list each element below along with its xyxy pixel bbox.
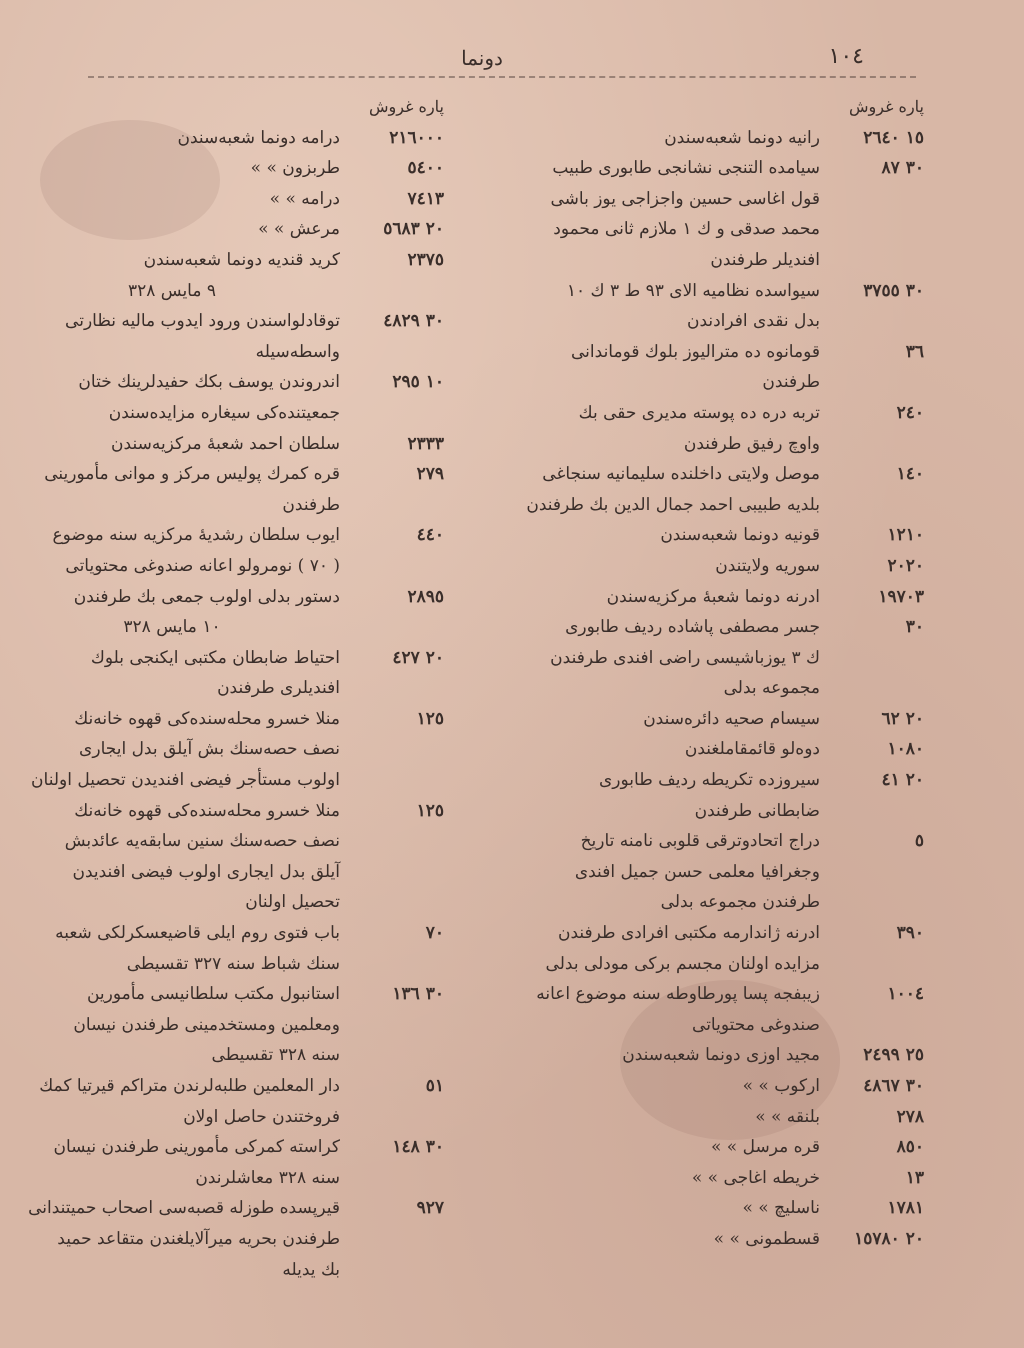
entry-date: ١٠ مايس ٣٢٨ (123, 617, 221, 638)
entry-amount: ١٣ (905, 1167, 924, 1188)
entry-amount: ٥ (914, 831, 924, 852)
ledger-entry (4, 184, 444, 215)
ledger-entry (524, 1071, 924, 1102)
entry-description: باب فتوى روم ايلى قاضيعسكرلكى شعبه‌ سنك شباط سنه ٣٢٧ تقسيطى (55, 923, 340, 974)
ledger-entry (524, 123, 924, 154)
ledger-entry (524, 704, 924, 735)
entry-description: سيروزده تكريطه رديف طابورى ضابطانى طرفندن (599, 770, 820, 821)
entry-amount: ١٠٨٠ (887, 739, 924, 760)
entry-description: ادرنه ژاندارمه مكتبى افرادى طرفندن مزايده اولنان مجسم بركى مودلى بدلى (545, 923, 820, 974)
ledger-entry (524, 1040, 924, 1071)
entry-amount: ٣٠ ٣٧٥٥ (863, 280, 924, 301)
entry-amount: ٣٠ (905, 617, 924, 638)
column-header: پاره غروش (369, 97, 444, 116)
ledger-entry (4, 459, 444, 520)
entry-amount: ١٢٥ (416, 800, 444, 821)
entry-amount: ٢٠ ٥٦٨٣ (383, 219, 444, 240)
entry-amount: ٢٠ ٤١ (881, 770, 924, 791)
ledger-entry (4, 704, 444, 796)
entry-amount: ٣٠ ١٣٦ (392, 984, 444, 1005)
ledger-entry (524, 276, 924, 337)
ledger-entry (524, 918, 924, 979)
entry-description: كريد قنديه دونما شعبه‌سندن (143, 249, 340, 270)
entry-description: ادرنه دونما شعبۀ مركزيه‌سندن (606, 586, 820, 607)
ledger-entry (524, 979, 924, 1040)
entry-description: طربزون » » (250, 158, 340, 179)
entry-description: سلطان احمد شعبۀ مركزيه‌سندن (111, 433, 340, 454)
entry-description: سيواسده نظاميه الاى ٩٣ ط ٣ ك ١٠ بدل نقدى افرادندن (566, 280, 820, 332)
entry-description: قسطمونى » » (713, 1228, 820, 1249)
entry-amount: ٣٩٠ (896, 923, 924, 944)
entry-amount: ٢٥ ٢٤٩٩ (863, 1045, 924, 1066)
entry-description: قومانوه ده متراليوز بلوك قوماندانى طرفندن (571, 341, 820, 393)
ledger-entry (4, 796, 444, 918)
ledger-entry (524, 826, 924, 918)
header-rule (88, 76, 916, 78)
entry-description: درامه » » (269, 188, 340, 209)
ledger-entry (524, 765, 924, 826)
entry-description: كراسته كمركى مأمورينى طرفندن نيسان سنه ٣٢٨ معاشلرندن (53, 1137, 340, 1188)
ledger-entry (4, 582, 444, 613)
ledger-entry (4, 245, 444, 276)
entry-description: منلا خسرو محله‌سنده‌كى قهوه خانه‌نك نصف حصه‌سنك سنين سابقه‌يه عائدبش آيلق بدل ايجارى اولوب فيضى افنديدن تحصيل اولنان (64, 800, 340, 913)
entry-amount: ٢١٦٠٠٠ (389, 127, 444, 148)
entry-amount: ١٢٥ (416, 708, 444, 729)
ledger-entry (4, 153, 444, 184)
ledger-entry (4, 1071, 444, 1132)
ledger-entry (524, 337, 924, 398)
entry-description: سيامده التنجى نشانجى طابورى طبيب قول اغاسى حسين واجزاجى يوز باشى محمد صدقى و ك ١ ملازم ثانى محمود افنديلر طرفندن (550, 158, 820, 270)
entry-amount: ٣٠ ٨٧ (881, 158, 924, 179)
entry-amount: ١٧٨١ (887, 1198, 924, 1219)
entry-amount: ٣٠ ١٤٨ (392, 1137, 444, 1158)
ledger-entry (4, 612, 444, 643)
page-number: ١٠٤ (828, 44, 864, 69)
ledger-entry (4, 429, 444, 460)
entry-description: اركوب » » (742, 1076, 820, 1096)
ledger-entry (4, 520, 444, 581)
entry-amount: ٩٢٧ (416, 1198, 444, 1219)
entry-amount: ١٩٧٠٣ (878, 586, 924, 607)
entry-description: ناسليچ » » (742, 1198, 820, 1219)
ledger-entry (524, 520, 924, 551)
ledger-entry (524, 1163, 924, 1194)
entry-amount: ٨٥٠ (896, 1137, 924, 1158)
entry-description: درامه دونما شعبه‌سندن (177, 127, 340, 148)
ledger-entry (524, 398, 924, 459)
entry-description: سيسام صحيه دائره‌سندن (643, 708, 820, 729)
entry-amount: ٣٠ ٤٨٦٧ (863, 1076, 924, 1096)
entry-amount: ٥٤٠٠ (407, 158, 444, 179)
ledger-entry (524, 153, 924, 275)
entry-amount: ١٠ ٢٩٥ (392, 372, 444, 393)
ledger-entry (524, 1102, 924, 1133)
entry-amount: ٥١ (425, 1076, 444, 1096)
entry-amount: ٢٠ ٦٢ (881, 708, 924, 729)
entry-amount: ١٥ ٢٦٤٠ (863, 127, 924, 148)
entry-amount: ٢٣٣٣ (407, 433, 444, 454)
entry-description: منلا خسرو محله‌سنده‌كى قهوه خانه‌نك نصف حصه‌سنك بش آيلق بدل ايجارى اولوب مستأجر فيضى افنديدن تحصيل اولنان (31, 708, 340, 791)
entry-amount: ٢٣٧٥ (407, 249, 444, 270)
ledger-entry (4, 276, 444, 307)
entry-description: قونيه دونما شعبه‌سندن (660, 525, 820, 546)
page-title: دونما (461, 46, 503, 70)
entry-amount: ١٢١٠ (887, 525, 924, 546)
entry-description: جسر مصطفى پاشاده رديف طابورى ك ٣ يوزباشيسى راضى افندى طرفندن مجموعه بدلى (550, 617, 820, 699)
entry-description: سوريه ولايتندن (715, 555, 820, 576)
ledger-entry (524, 612, 924, 704)
entry-description: موصل ولايتى داخلنده سليمانيه سنجاغى بلديه طبيبى احمد جمال الدين بك طرفندن (526, 464, 820, 515)
entry-description: قره كمرك پوليس مركز و موانى مأمورينى طرفندن (44, 464, 340, 515)
entry-amount: ١٤٠ (896, 464, 924, 485)
entry-date: ٩ مايس ٣٢٨ (127, 280, 217, 301)
ledger-entry (4, 979, 444, 1071)
right-column (524, 92, 924, 1255)
ledger-entry (4, 643, 444, 704)
entry-amount: ٢٤٠ (896, 402, 924, 423)
ledger-entry (4, 1132, 444, 1193)
entry-description: رانيه دونما شعبه‌سندن (664, 127, 820, 148)
entry-description: خريطه اغاجى » » (691, 1167, 820, 1188)
entry-description: بلنقه » » (755, 1106, 820, 1127)
entry-description: قيرپسده طوزله قصبه‌سى اصحاب حميتندانى طرفندن بحريه ميرآلايلغندن متقاعد حميد بك يديله (28, 1198, 340, 1280)
entry-description: زيبفجه پسا پورطاوطه سنه موضوع اعانه صندوغى محتوياتى (536, 984, 820, 1035)
entry-amount: ١٠٠٤ (887, 984, 924, 1005)
entry-description: تربه دره ده پوسته مديرى حقى بك واوچ رفيق طرفندن (578, 402, 820, 454)
ledger-entry (4, 214, 444, 245)
ledger-entry (4, 1193, 444, 1285)
ledger-entry (524, 1193, 924, 1224)
column-header: پاره غروش (849, 97, 924, 116)
entry-description: دراج اتحادوترقى قلوبى نامنه تاريخ وجغرافيا معلمى حسن جميل افندى طرفندن مجموعه بدلى (574, 831, 820, 913)
entry-amount: ٢٨٩٥ (407, 586, 444, 607)
entry-amount: ٢٧٨ (896, 1106, 924, 1127)
entry-amount: ٧٠ (425, 923, 444, 944)
ledger-entry (4, 367, 444, 428)
ledger-entry (524, 459, 924, 520)
entry-amount: ٤٤٠ (416, 525, 444, 546)
entry-description: دار المعلمين طلبه‌لرندن متراكم قيرتيا كمك فروختندن حاصل اولان (39, 1076, 340, 1127)
ledger-entry (4, 306, 444, 367)
ledger-entry (524, 551, 924, 582)
ledger-entry (524, 582, 924, 613)
entry-amount: ٧٤١٣ (407, 188, 444, 209)
running-head (80, 40, 884, 74)
entry-amount: ٢٧٩ (416, 464, 444, 485)
ledger-entry (524, 1132, 924, 1163)
ledger-entry (4, 918, 444, 979)
ledger-entry (524, 1224, 924, 1255)
entry-description: احتياط ضابطان مكتبى ايكنجى بلوك افنديلرى طرفندن (90, 647, 340, 699)
entry-description: ايوب سلطان رشديۀ مركزيه سنه موضوع ( ٧٠ ) نومرولو اعانه صندوغى محتوياتى (52, 525, 340, 576)
entry-description: توقادلواسندن ورود ايدوب ماليه نظارتى واسطه‌سيله (65, 311, 340, 362)
entry-description: مجيد اوزى دونما شعبه‌سندن (622, 1045, 820, 1066)
entry-amount: ٣٠ ٤٨٢٩ (383, 311, 444, 332)
entry-description: قره مرسل » » (710, 1137, 820, 1158)
entry-description: استانبول مكتب سلطانيسى مأمورين ومعلمين ومستخدمينى طرفندن نيسان سنه ٣٢٨ تقسيطى (73, 984, 340, 1066)
entry-amount: ٢٠٢٠ (887, 555, 924, 576)
entry-amount: ٢٠ ٤٢٧ (392, 647, 444, 668)
entry-amount: ٣٦ (905, 341, 924, 362)
ledger-entry (524, 734, 924, 765)
entry-description: دستور بدلى اولوب جمعى بك طرفندن (73, 586, 340, 607)
ledger-entry (4, 123, 444, 154)
left-column (4, 92, 444, 1285)
entry-amount: ٢٠ ١٥٧٨٠ (854, 1228, 924, 1249)
entry-description: دوه‌لو قائمقاملغندن (684, 739, 820, 760)
entry-description: مرعش » » (258, 219, 340, 240)
entry-description: اندروندن يوسف بكك حفيدلرينك ختان جمعيتنده‌كى سيغاره مزايده‌سندن (78, 372, 340, 423)
